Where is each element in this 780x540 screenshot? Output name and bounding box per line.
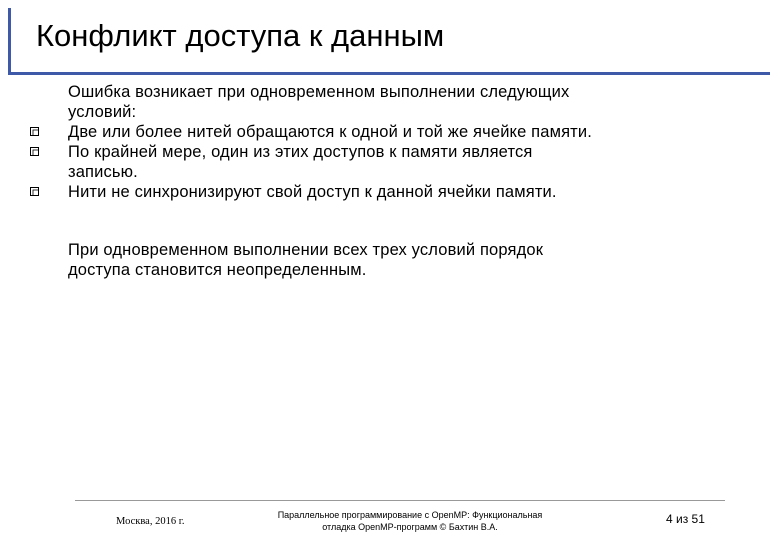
footer-location-date: Москва, 2016 г.: [116, 516, 185, 527]
bullet-item: [30, 122, 730, 142]
bullet-item: [30, 182, 730, 202]
bullet-text: Нити не синхронизируют свой доступ к данной ячейки памяти.: [68, 183, 557, 201]
slide-body: [30, 82, 730, 280]
intro-line-2: условий:: [68, 103, 137, 121]
checkbox-bullet-icon: [30, 127, 39, 136]
bullet-continuation: записью.: [68, 163, 138, 181]
paragraph-gap: [30, 202, 730, 240]
footer-course-info: [240, 509, 580, 533]
bullet-text: Две или более нитей обращаются к одной и той же ячейке памяти.: [68, 123, 592, 141]
conclusion-line-1: При одновременном выполнении всех трех условий порядок: [68, 241, 544, 259]
title-accent-bar: [8, 8, 11, 74]
checkbox-bullet-icon: [30, 147, 39, 156]
checkbox-bullet-icon: [30, 187, 39, 196]
footer-course-line-2: отладка OpenMP-программ © Бахтин В.А.: [322, 522, 498, 532]
slide-title: Конфликт доступа к данным: [36, 18, 445, 53]
title-underline: [8, 72, 770, 75]
footer-course-line-1: Параллельное программирование с OpenMP: Функциональная: [277, 510, 543, 520]
footer-divider: [75, 500, 725, 501]
page-indicator: 4 из 51: [666, 512, 705, 526]
bullet-text: По крайней мере, один из этих доступов к памяти является: [68, 143, 533, 161]
intro-line-1: Ошибка возникает при одновременном выполнении следующих: [68, 83, 570, 101]
conclusion-line-2: доступа становится неопределенным.: [68, 261, 367, 279]
bullet-item: [30, 142, 730, 162]
